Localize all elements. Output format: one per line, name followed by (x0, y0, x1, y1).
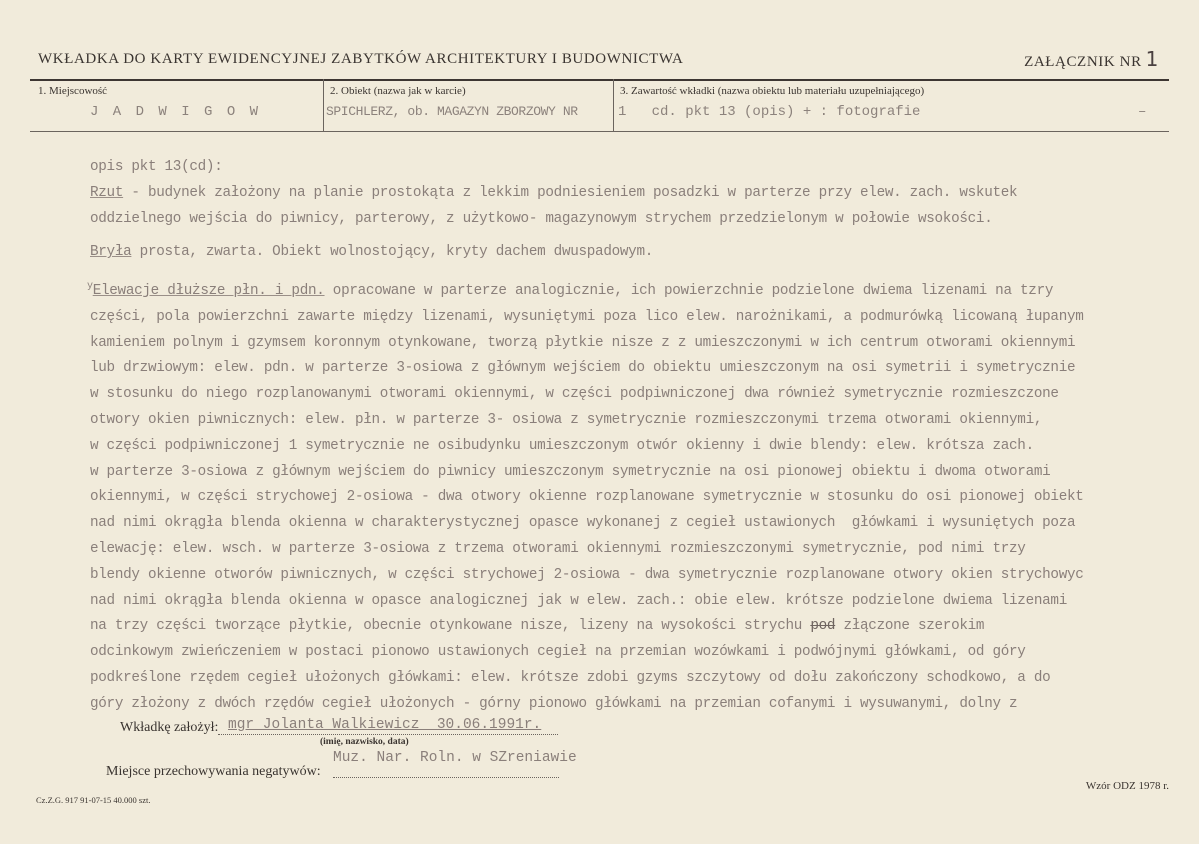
elewacje-text-14a: na trzy części tworzące płytkie, obecnie otynkowane nisze, lizeny na wysokości strychu (90, 618, 811, 635)
contents-value: 1 cd. pkt 13 (opis) + : fotografie (618, 104, 921, 120)
contents-label: 3. Zawartość wkładki (nazwa obiektu lub materiału uzupełniającego) (620, 85, 925, 97)
elewacje-line-2: części, pola powierzchni zawarte między lizenami, wysuniętymi poza lico elew. narożnikami, a podmurówką licowaną łupanym (90, 308, 1084, 325)
storage-value: Muz. Nar. Roln. w SZreniawie (333, 750, 577, 766)
object-value: SPICHLERZ, ob. MAGAZYN ZBORZOWY NR (326, 104, 578, 119)
elewacje-line-17: góry złożony z dwóch rzędów cegieł ułożonych - górny pionowo główkami na przemian cofanymi i wysuwanymi, dolny z (90, 695, 1018, 712)
elewacje-line-15: odcinkowym zwieńczeniem w postaci pionowo ustawionych cegieł na przemian wozówkami i podwójnymi główkami, od góry (90, 644, 1026, 661)
elewacje-line-11: elewację: elew. wsch. w parterze 3-osiowa z trzema otworami okiennymi rozmieszczonymi symetrycznie, pod nimi trzy (90, 540, 1026, 557)
storage-label: Miejsce przechowywania negatywów: (106, 764, 321, 779)
attachment-number-value: 1 (1145, 47, 1159, 71)
elewacje-mark: y (87, 281, 93, 293)
attachment-number (1024, 47, 1159, 71)
rzut-label: Rzut (90, 184, 124, 201)
column-divider-2 (613, 79, 614, 131)
founder-value: mgr Jolanta Walkiewicz 30.06.1991r. (228, 717, 542, 733)
elewacje-line-12: blendy okienne otworów piwnicznych, w części strychowej 2-osiowa - dwa symetrycznie rozplanowane otwory okien strychowyc (90, 566, 1084, 583)
bryla-line (90, 240, 1150, 266)
object-label: 2. Obiekt (nazwa jak w karcie) (330, 85, 466, 97)
elewacje-text-14b: złączone szerokim (835, 618, 985, 635)
founder-label: Wkładkę założył: (120, 720, 219, 735)
elewacje-line-1 (87, 274, 1150, 305)
description-heading: opis pkt 13(cd): (90, 159, 223, 175)
elewacje-line-4: lub drzwiowym: elew. pdn. w parterze 3-osiowa z głównym wejściem do obiektu umieszczonym na osi symetrii i symetrycznie (90, 360, 1076, 377)
locality-value: J A D W I G O W (90, 104, 262, 120)
elewacje-line-7: w części podpiwniczonej 1 symetrycznie ne osibudynku umieszczonym otwór okienny i dwie blendy: elew. krótsza zach. (90, 437, 1034, 454)
header-rule (30, 79, 1169, 81)
storage-dotted-line (333, 777, 559, 778)
rzut-line-1 (90, 181, 1150, 207)
form-title: WKŁADKA DO KARTY EWIDENCYJNEJ ZABYTKÓW ARCHITEKTURY I BUDOWNICTWA (38, 51, 684, 67)
elewacje-line-9: okiennymi, w części strychowej 2-osiowa - dwa otwory okienne rozplanowane symetrycznie w stosunku do osi pionowej obiekt (90, 489, 1084, 506)
description-text (87, 155, 1150, 718)
bryla-label: Bryła (90, 244, 132, 261)
founder-dotted-line (218, 734, 558, 735)
elewacje-line-8: w parterze 3-osiowa z głównym wejściem do piwnicy umieszczonym symetrycznie na osi pionowej obiektu i dwoma otworami (90, 463, 1051, 480)
elewacje-label: Elewacje dłuższe płn. i pdn. (92, 282, 325, 299)
elewacje-text-1: opracowane w parterze analogicznie, ich powierzchnie podzielone dwiema lizenami na tzry (324, 282, 1054, 299)
print-code: Cz.Z.G. 917 91-07-15 40.000 szt. (36, 795, 151, 805)
elewacje-line-6: otwory okien piwnicznych: elew. płn. w parterze 3- osiowa z symetrycznie rozmieszczonymi trzema otworami okiennymi, (90, 411, 1043, 428)
rzut-line-2: oddzielnego wejścia do piwnicy, parterowy, z użytkowo- magazynowym strychem przedzielonym w połowie wsokości. (90, 210, 993, 227)
fields-rule (30, 131, 1169, 132)
struck-word: pod (810, 618, 836, 635)
attachment-label: ZAŁĄCZNIK NR (1024, 54, 1142, 70)
rzut-text-1: - budynek założony na planie prostokąta z lekkim podniesieniem posadzki w parterze przy elew. zach. wskutek (123, 184, 1018, 201)
form-model: Wzór ODZ 1978 r. (1085, 780, 1169, 792)
elewacje-line-5: w stosunku do niego rozplanowanymi otworami okiennymi, w części podpiwniczonej dwa również symetrycznie rozmieszczone (90, 386, 1059, 403)
elewacje-line-3: kamieniem polnym i gzymsem koronnym otynkowane, tworzą płytkie nisze z z umieszczonymi w ich centrum otworami okiennymi (90, 334, 1076, 351)
contents-dash: – (1138, 104, 1147, 120)
founder-caption: (imię, nazwisko, data) (320, 737, 409, 747)
elewacje-line-10: nad nimi okrągła blenda okienna w charakterystycznej opasce wykonanej z cegieł ustawionych główkami i wysuniętych poza (90, 515, 1076, 532)
elewacje-line-14 (90, 614, 1150, 640)
column-divider-1 (323, 79, 324, 131)
elewacje-line-13: nad nimi okrągła blenda okienna w opasce analogicznej jak w elew. zach.: obie elew. krótsze podzielone dwiema lizenami (90, 592, 1067, 609)
locality-label: 1. Miejscowość (38, 85, 108, 97)
elewacje-line-16: podkreślone rzędem cegieł ułożonych główkami: elew. krótsze zdobi gzyms szczytowy od dołu zakończony schodkowo, a do (90, 669, 1051, 686)
bryla-text: prosta, zwarta. Obiekt wolnostojący, kryty dachem dwuspadowym. (131, 244, 654, 261)
